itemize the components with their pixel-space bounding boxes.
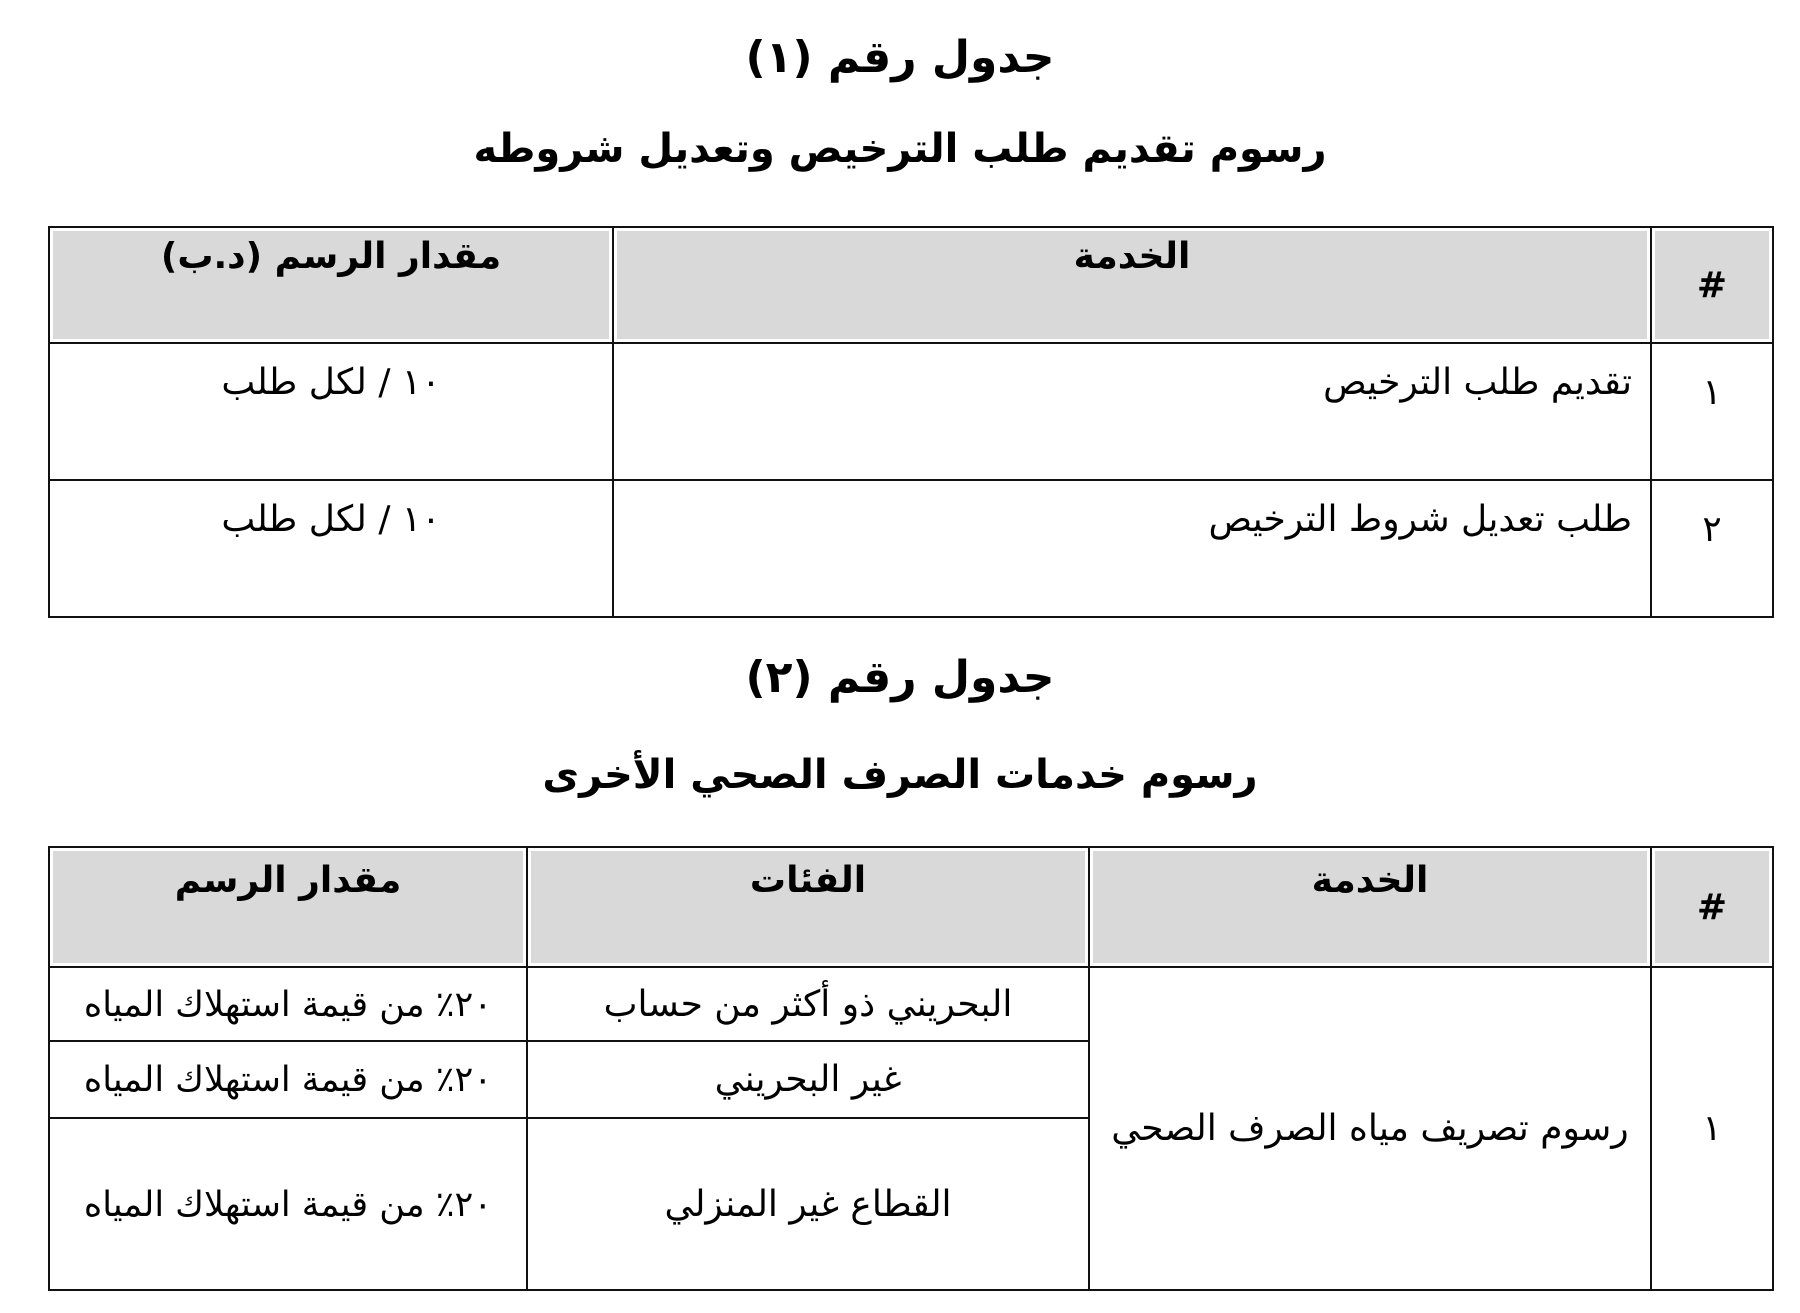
header-number: # xyxy=(1651,847,1773,967)
row-category: البحريني ذو أكثر من حساب xyxy=(527,967,1089,1041)
table-row xyxy=(49,967,1773,1041)
table-row xyxy=(49,480,1773,617)
table1-caption: جدول رقم (١) xyxy=(745,32,1055,83)
row-number: ١ xyxy=(1651,343,1773,480)
table2-subtitle: رسوم خدمات الصرف الصحي الأخرى xyxy=(542,752,1258,798)
fee-text: ٢٠٪ من قيمة استهلاك المياه xyxy=(83,1184,493,1225)
table1-subtitle: رسوم تقديم طلب الترخيص وتعديل شروطه xyxy=(473,126,1327,172)
header-fee: مقدار الرسم xyxy=(49,847,527,967)
row-fee: ١٠ / لكل طلب xyxy=(49,343,613,480)
header-service: الخدمة xyxy=(1089,847,1651,967)
row-service: رسوم تصريف مياه الصرف الصحي xyxy=(1089,967,1651,1290)
row-service: تقديم طلب الترخيص xyxy=(613,343,1651,480)
table-header-row xyxy=(49,227,1773,343)
row-fee: ١٠ / لكل طلب xyxy=(49,480,613,617)
row-fee xyxy=(49,967,527,1041)
sewerage-fees-table xyxy=(48,846,1774,1291)
header-fee: مقدار الرسم (د.ب) xyxy=(49,227,613,343)
fee-text: ٢٠٪ من قيمة استهلاك المياه xyxy=(83,984,493,1025)
row-service: طلب تعديل شروط الترخيص xyxy=(613,480,1651,617)
header-number: # xyxy=(1651,227,1773,343)
row-category: غير البحريني xyxy=(527,1041,1089,1118)
row-fee xyxy=(49,1041,527,1118)
header-categories: الفئات xyxy=(527,847,1089,967)
row-number: ١ xyxy=(1651,967,1773,1290)
fee-text: ٢٠٪ من قيمة استهلاك المياه xyxy=(83,1060,493,1100)
row-fee xyxy=(49,1118,527,1290)
row-category: القطاع غير المنزلي xyxy=(527,1118,1089,1290)
table-header-row xyxy=(49,847,1773,967)
table-row xyxy=(49,343,1773,480)
license-fees-table xyxy=(48,226,1774,618)
table2-caption: جدول رقم (٢) xyxy=(745,652,1055,703)
header-service: الخدمة xyxy=(613,227,1651,343)
row-number: ٢ xyxy=(1651,480,1773,617)
